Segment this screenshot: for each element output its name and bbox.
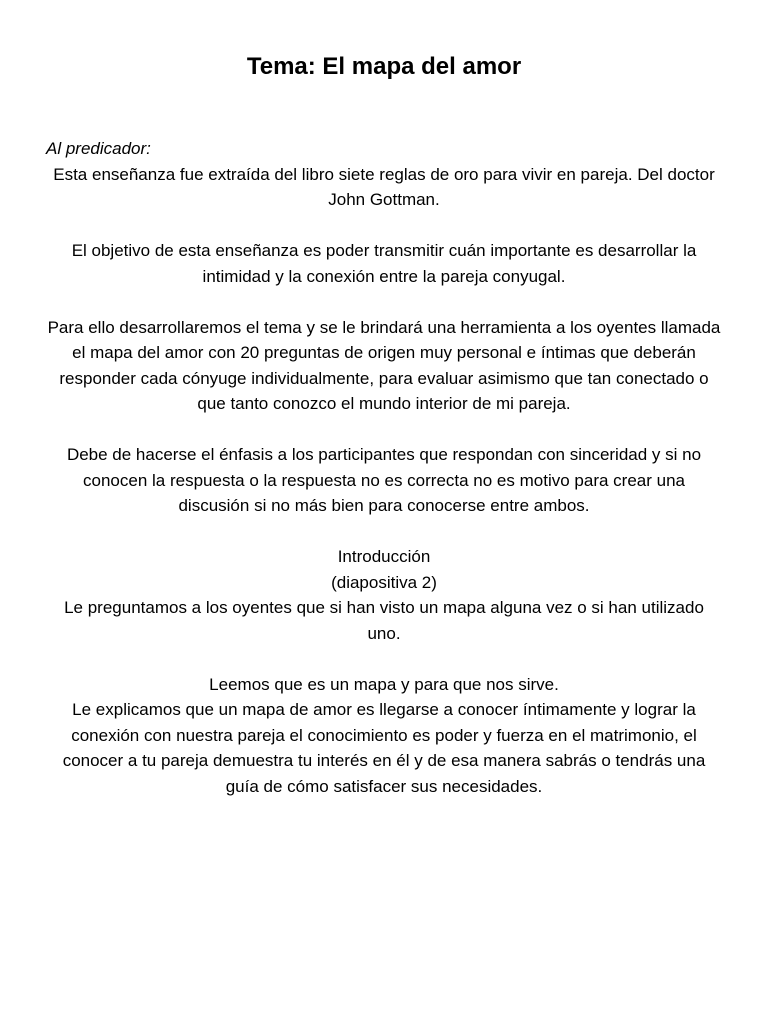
- paragraph-explanation: Le explicamos que un mapa de amor es llegarse a conocer íntimamente y lograr la conexión con nuestra pareja el conocimiento es poder y fuerza en el matrimonio, el conocer a tu pareja demuestra tu interés en él y de esa manera sabrás o tendrás una guía de cómo satisfacer sus necesidades.: [62, 700, 706, 796]
- paragraph-gap: [46, 417, 722, 443]
- paragraph-gap: [46, 213, 722, 239]
- paragraph-source: Esta enseñanza fue extraída del libro siete reglas de oro para vivir en pareja. Del doctor John Gottman.: [53, 164, 715, 209]
- paragraph-gap: [46, 646, 722, 672]
- paragraph-gap: [46, 519, 722, 545]
- paragraph-question: Le preguntamos a los oyentes que si han visto un mapa alguna vez o si han utilizado uno.: [64, 598, 704, 643]
- slide-reference: (diapositiva 2): [331, 572, 437, 592]
- addressee-label: Al predicador:: [46, 139, 151, 158]
- paragraph-tool: Para ello desarrollaremos el tema y se le brindará una herramienta a los oyentes llamada el mapa del amor con 20 preguntas de origen muy personal e íntimas que deberán responder cada cónyuge individualmente, para evaluar asimismo que tan conectado o que tanto conozco el mundo interior de mi pareja.: [47, 317, 721, 413]
- paragraph-objective: El objetivo de esta enseñanza es poder transmitir cuán importante es desarrollar la intimidad y la conexión entre la pareja conyugal.: [71, 241, 697, 286]
- section-heading-introduction: Introducción: [337, 547, 431, 566]
- paragraph-emphasis: Debe de hacerse el énfasis a los participantes que respondan con sinceridad y si no conocen la respuesta o la respuesta no es correcta no es motivo para crear una discusión si no más bien para conocerse entre ambos.: [66, 445, 702, 515]
- paragraph-gap: [46, 289, 722, 315]
- paragraph-read-map: Leemos que es un mapa y para que nos sirve.: [209, 674, 559, 694]
- document-body: [46, 136, 722, 799]
- document-title: Tema: El mapa del amor: [246, 53, 522, 80]
